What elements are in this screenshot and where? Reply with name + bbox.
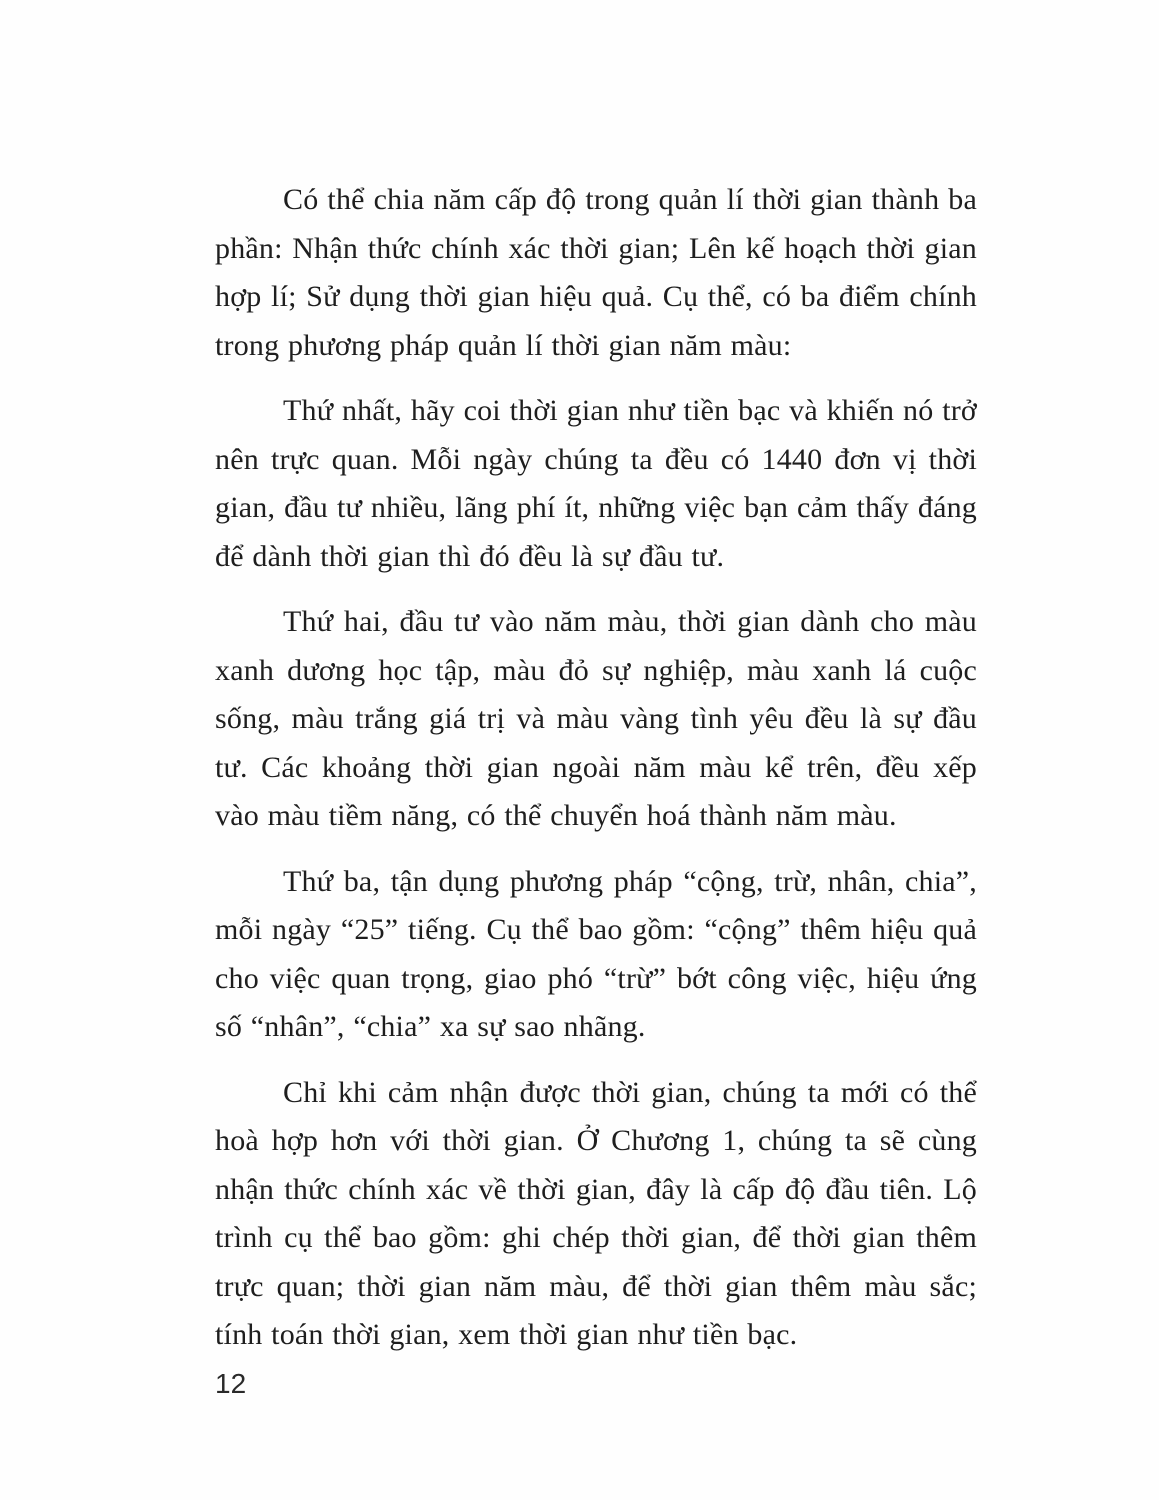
paragraph: Thứ hai, đầu tư vào năm màu, thời gian dành cho màu xanh dương học tập, màu đỏ sự nghiệp, màu xanh lá cuộc sống, màu trắng giá trị và màu vàng tình yêu đều là sự đầu tư. Các khoảng thời gian ngoài năm màu kể trên, đều xếp vào màu tiềm năng, có thể chuyển hoá thành năm màu. <box>215 605 977 832</box>
body-text <box>215 176 977 1377</box>
paragraph: Có thể chia năm cấp độ trong quản lí thời gian thành ba phần: Nhận thức chính xác thời gian; Lên kế hoạch thời gian hợp lí; Sử dụng thời gian hiệu quả. Cụ thể, có ba điểm chính trong phương pháp quản lí thời gian năm màu: <box>215 183 977 362</box>
page-number: 12 <box>215 1368 247 1399</box>
paragraph: Thứ ba, tận dụng phương pháp “cộng, trừ, nhân, chia”, mỗi ngày “25” tiếng. Cụ thể bao gồm: “cộng” thêm hiệu quả cho việc quan trọng, giao phó “trừ” bớt công việc, hiệu ứng số “nhân”, “chia” xa sự sao nhãng. <box>215 864 977 1043</box>
paragraph: Chỉ khi cảm nhận được thời gian, chúng ta mới có thể hoà hợp hơn với thời gian. Ở Chương 1, chúng ta sẽ cùng nhận thức chính xác về thời gian, đây là cấp độ đầu tiên. Lộ trình cụ thể bao gồm: ghi chép thời gian, để thời gian thêm trực quan; thời gian năm màu, để thời gian thêm màu sắc; tính toán thời gian, xem thời gian như tiền bạc. <box>215 1075 977 1351</box>
paragraph: Thứ nhất, hãy coi thời gian như tiền bạc và khiến nó trở nên trực quan. Mỗi ngày chúng ta đều có 1440 đơn vị thời gian, đầu tư nhiều, lãng phí ít, những việc bạn cảm thấy đáng để dành thời gian thì đó đều là sự đầu tư. <box>215 394 977 573</box>
